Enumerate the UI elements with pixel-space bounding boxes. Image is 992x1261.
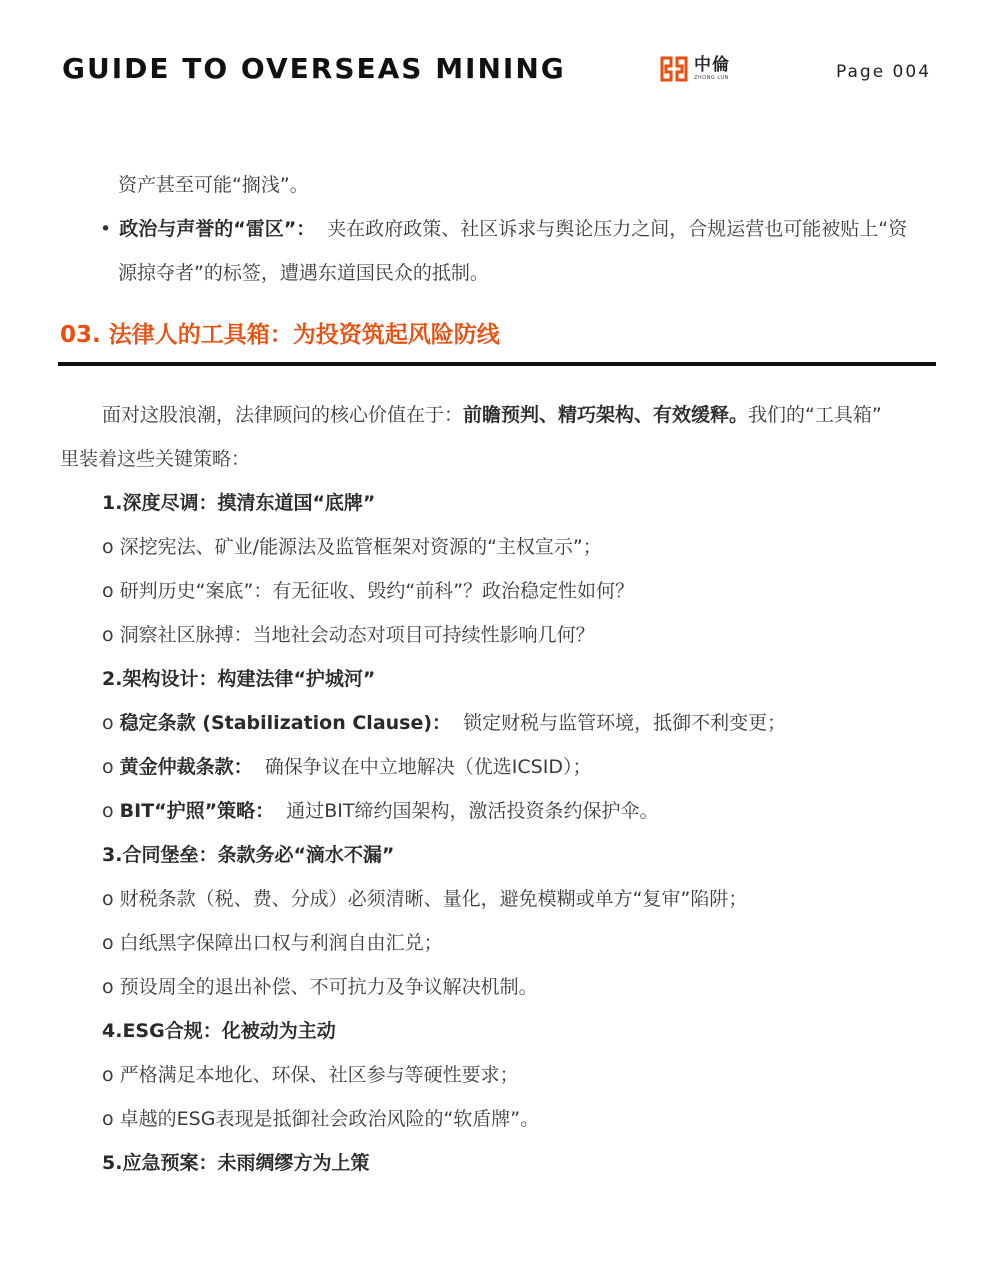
intro-emphasis: 前瞻预判、精巧架构、有效缓释。 — [463, 404, 749, 426]
strategy-3-item: o 财税条款（税、费、分成）必须清晰、量化，避免模糊或单方“复审”陷阱； — [102, 888, 748, 910]
item-text: 确保争议在中立地解决（优选ICSID）； — [264, 756, 592, 778]
zhonglun-logo — [660, 56, 730, 82]
strategy-3-title: 3.合同堡垒：条款务必“滴水不漏” — [102, 844, 395, 866]
logo-english-text: ZHONG LUN — [694, 75, 729, 81]
zhonglun-logo-icon — [660, 56, 688, 82]
section-divider — [58, 362, 936, 366]
item-text: 锁定财税与监管环境，抵御不利变更； — [463, 712, 787, 734]
section-intro-paragraph — [102, 400, 882, 427]
strategy-1-item: o 深挖宪法、矿业/能源法及监管框架对资源的“主权宣示”； — [102, 536, 602, 558]
item-marker: o — [102, 756, 114, 778]
section-intro-line2: 里装着这些关键策略： — [60, 448, 251, 470]
strategy-2-item — [102, 796, 659, 823]
bullet-label: 政治与声誉的“雷区”： — [119, 218, 316, 240]
item-marker: o — [102, 800, 114, 822]
strategy-1-title: 1.深度尽调：摸清东道国“底牌” — [102, 492, 376, 514]
intro-post: 我们的“工具箱” — [748, 404, 882, 426]
strategy-1-item: o 研判历史“案底”：有无征收、毁约“前科”？政治稳定性如何？ — [102, 580, 635, 602]
section-heading: 03. 法律人的工具箱：为投资筑起风险防线 — [60, 322, 500, 348]
item-marker: o — [102, 712, 114, 734]
strategy-1-item: o 洞察社区脉搏：当地社会动态对项目可持续性影响几何？ — [102, 624, 595, 646]
strategy-5-title: 5.应急预案：未雨绸缪方为上策 — [102, 1152, 370, 1174]
continued-text: 资产甚至可能“搁浅”。 — [118, 174, 309, 196]
strategy-2-title: 2.架构设计：构建法律“护城河” — [102, 668, 376, 690]
item-label: 黄金仲裁条款： — [119, 756, 253, 778]
strategy-3-item: o 预设周全的退出补偿、不可抗力及争议解决机制。 — [102, 976, 538, 998]
item-label: 稳定条款 (Stabilization Clause)： — [119, 712, 452, 734]
bullet-political-risk — [100, 214, 907, 241]
strategy-4-item: o 卓越的ESG表现是抵御社会政治风险的“软盾牌”。 — [102, 1108, 540, 1130]
intro-pre: 面对这股浪潮，法律顾问的核心价值在于： — [102, 404, 464, 426]
strategy-4-item: o 严格满足本地化、环保、社区参与等硬性要求； — [102, 1064, 519, 1086]
strategy-2-item — [102, 708, 786, 735]
logo-chinese-text: 中倫 — [694, 55, 730, 75]
bullet-marker: • — [100, 218, 112, 240]
item-text: 通过BIT缔约国架构，激活投资条约保护伞。 — [286, 800, 659, 822]
item-label: BIT“护照”策略： — [119, 800, 275, 822]
strategy-2-item — [102, 752, 591, 779]
document-title: GUIDE TO OVERSEAS MINING — [62, 52, 566, 85]
bullet-text-cont: 源掠夺者”的标签，遭遇东道国民众的抵制。 — [118, 262, 489, 284]
bullet-text: 夹在政府政策、社区诉求与舆论压力之间，合规运营也可能被贴上“资 — [327, 218, 908, 240]
page-number: Page 004 — [836, 62, 932, 82]
strategy-4-title: 4.ESG合规：化被动为主动 — [102, 1020, 336, 1042]
strategy-3-item: o 白纸黑字保障出口权与利润自由汇兑； — [102, 932, 443, 954]
